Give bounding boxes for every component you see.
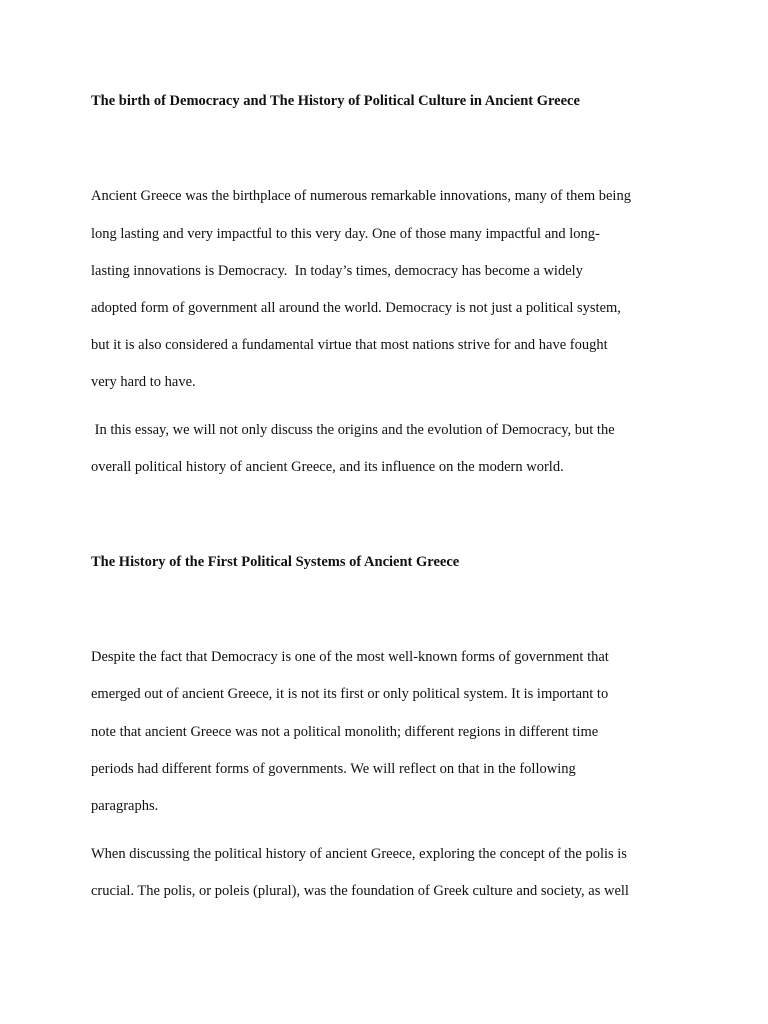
paragraph-line: Despite the fact that Democracy is one of the most well-known forms of government that (91, 649, 609, 665)
paragraph-line: overall political history of ancient Greece, and its influence on the modern world. (91, 459, 564, 475)
paragraph-line: long lasting and very impactful to this very day. One of those many impactful and long- (91, 226, 600, 242)
paragraph-line: paragraphs. (91, 798, 159, 814)
paragraph-line: periods had different forms of governments. We will reflect on that in the following (91, 761, 576, 777)
paragraph-line: crucial. The polis, or poleis (plural), was the foundation of Greek culture and society, as well (91, 883, 629, 899)
paragraph-line: adopted form of government all around the world. Democracy is not just a political system, (91, 300, 621, 316)
paragraph-line: When discussing the political history of ancient Greece, exploring the concept of the polis is (91, 846, 627, 862)
section-heading: The History of the First Political Systems of Ancient Greece (91, 554, 460, 570)
paragraph-line: In this essay, we will not only discuss the origins and the evolution of Democracy, but the (91, 422, 615, 438)
paragraph-line: very hard to have. (91, 374, 196, 390)
document-title: The birth of Democracy and The History of Political Culture in Ancient Greece (91, 93, 580, 109)
paragraph-line: emerged out of ancient Greece, it is not its first or only political system. It is important to (91, 686, 609, 702)
paragraph-line: lasting innovations is Democracy. In today’s times, democracy has become a widely (91, 263, 583, 279)
paragraph-line: note that ancient Greece was not a political monolith; different regions in different time (91, 724, 599, 740)
paragraph-line: Ancient Greece was the birthplace of numerous remarkable innovations, many of them being (91, 188, 631, 204)
paragraph-line: but it is also considered a fundamental virtue that most nations strive for and have fought (91, 337, 608, 353)
